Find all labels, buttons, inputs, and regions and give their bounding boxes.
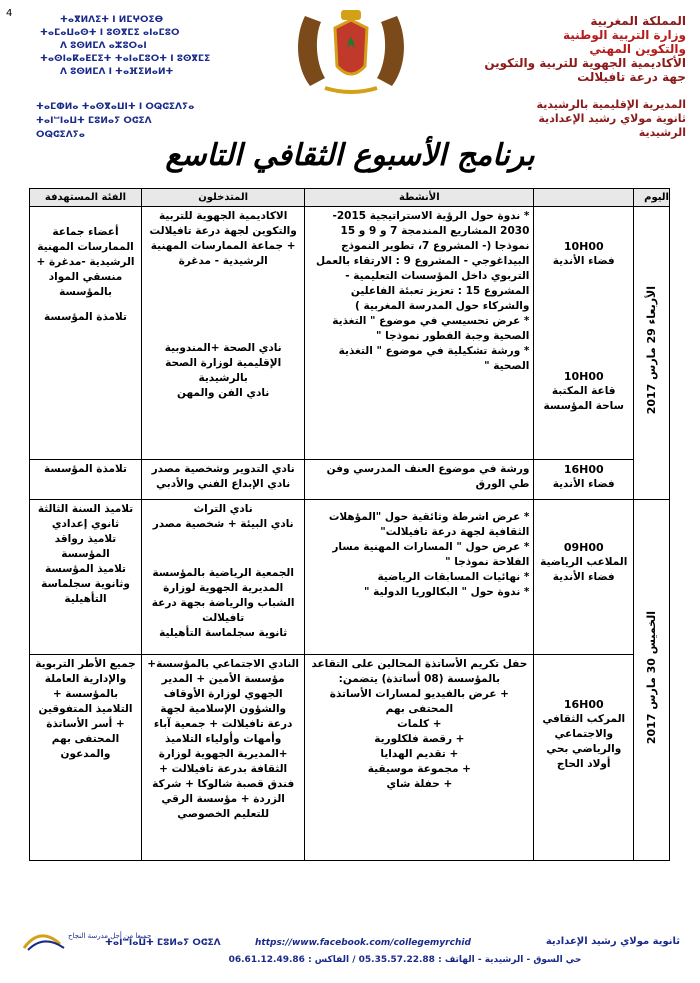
target-item: تلامذة المؤسسة xyxy=(44,311,127,323)
place-label: قاعة المكتبة xyxy=(551,385,616,397)
page-title: برنامج الأسبوع الثقافي التاسع xyxy=(165,138,535,173)
tifinagh-header xyxy=(40,14,210,79)
target-cell: جميع الأطر التربوية والإدارية العاملة بالمؤسسة + التلاميذ المتفوقين + أسر الأساتذة المحتفى بهم والمدعون xyxy=(30,655,142,861)
footer-school-name: ثانوية مولاي رشيد الإعدادية xyxy=(545,936,680,947)
target-item: تلاميذ رواقد المؤسسة xyxy=(54,533,117,560)
time-label: 10H00 xyxy=(563,370,604,383)
target-item: تلاميذ السنة الثالثة ثانوي إعدادي xyxy=(37,503,134,530)
program-table xyxy=(29,188,670,861)
tifinagh-line: ⵜⴰⵙⵏⴰⴽⴰⴹⵎⵉⵜ ⵜⴰⵏⴰⵎⵓⵔⵜ ⵏ ⵓⵙⴳⵎⵉ xyxy=(40,54,211,64)
day-label: الخميس 30 مارس 2017 xyxy=(645,610,659,745)
tifinagh-sub-line: ⵜⴰⵏⵯⵏⴰⵡⵜ ⵎⵓⵍⴰⵢ ⵔⵛⵉⴷ xyxy=(36,116,152,126)
time-label: 10H00 xyxy=(563,240,604,253)
place-label: المركب الثقافي والاجتماعي والرياضي بحي أولاد الحاج xyxy=(542,713,626,770)
activity-item: + تقديم الهدايا xyxy=(380,748,459,760)
activity-item: + كلمات xyxy=(397,718,442,730)
time-cell xyxy=(534,655,634,861)
intervener-item: نادي البيئة + شخصية مصدر xyxy=(152,518,294,530)
intervener-item: ثانوية سجلماسة التأهيلية xyxy=(159,627,288,639)
time-label: 16H00 xyxy=(563,698,604,711)
interveners-cell: النادي الاجتماعي بالمؤسسة+ مؤسسة الأمين + المدير الجهوي لوزارة الأوقاف والشؤون الإسلامية لجهة درعة تافيلالت + جمعية آباء وأمهات وأولياء التلاميذ +المديرية الجهوية لوزارة الثقافة بدرعة تافيلالت + فندق قصبة شالوكا + شركة الزردة + مؤسسة الرقي للتعليم الخصوصي xyxy=(142,655,305,861)
activity-item: + عرض بالفيديو لمسارات الأساتذة المحتفى بهم xyxy=(329,688,509,715)
footer-fax: 06.61.12.49.86 xyxy=(228,955,305,965)
tifinagh-subheader xyxy=(36,100,236,142)
tifinagh-sub-line: ⵔⵕⵛⵉⴷⵢⴰ xyxy=(36,130,86,140)
interveners-cell xyxy=(142,207,305,460)
footer-contact xyxy=(170,955,640,965)
intervener-item: نادي الفن والمهن xyxy=(177,387,270,399)
activity-item: + مجموعة موسيقية xyxy=(367,763,471,775)
arabic-header xyxy=(386,14,686,84)
tifinagh-sub-line: ⵜⴰⵎⵀⵍⴰ ⵜⴰⵙⴳⴰⵡⵏⵜ ⵏ ⵔⵕⵛⵉⴷⵢⴰ xyxy=(36,102,195,112)
activities-cell xyxy=(305,655,534,861)
tifinagh-line: ⴷ ⵓⵙⵍⵎⴷ ⴰⵣⵓⵔⴰⵏ xyxy=(60,41,147,51)
activity-item: + رقصة فلكلورية xyxy=(374,733,465,745)
place-label: فضاء الأندية xyxy=(552,478,615,490)
table-header-row xyxy=(30,189,670,207)
time-label: 09H00 xyxy=(563,541,604,554)
col-time xyxy=(534,189,634,207)
target-item: تلاميذ المؤسسة وثانوية سجلماسة التأهيلية xyxy=(41,563,130,605)
interveners-cell: نادي التدوير وشخصية مصدر نادي الإبداع الفني والأدبي xyxy=(142,460,305,500)
city-line: الرشيدية xyxy=(638,126,686,139)
col-activities: الأنشطة xyxy=(305,189,534,207)
footer-phone: 05.35.57.22.88 xyxy=(358,955,435,965)
arabic-subheader xyxy=(436,98,686,140)
activity-item: * عرض حول " المسارات المهنية مسار الفلاحة نموذجا " xyxy=(332,541,530,568)
footer-address: حي السوق - الرشيدية - الهاتف : xyxy=(438,955,582,965)
table-row xyxy=(30,500,670,655)
activity-item: + حفلة شاي xyxy=(386,778,453,790)
activity-item: * ورشة تشكيلية في موضوع " التغذية الصحية " xyxy=(338,345,530,372)
arabic-header-line: والتكوين المهني xyxy=(589,42,686,56)
arabic-header-line: المملكة المغربية xyxy=(590,14,686,28)
intervener-item: المديرية الجهوية لوزارة الشباب والرياضة بجهة درعة تافيلالت xyxy=(151,582,295,624)
time-cell xyxy=(534,207,634,460)
tifinagh-line: ⵜⴰⴳⵍⴷⵉⵜ ⵏ ⵍⵎⵖⵔⵉⴱ xyxy=(60,15,164,25)
time-cell xyxy=(534,460,634,500)
intervener-item: نادي التراث xyxy=(193,503,253,515)
footer-fax-label: / الفاكس : xyxy=(308,955,356,965)
activity-item: * ندوة حول الرؤية الاستراتيجية 2015-2030 المشاريع المندمجة 7 و 9 و 15 نموذجا (- المشروع 7، تطوير النموذج البيداغوجي - المشروع 9 : الارتقاء بالعمل التربوي داخل المؤسسات التعليمية - المشروع 15 : تعزيز تعبئة الفاعلين والشركاء حول المدرسة المغربية ) xyxy=(315,210,530,312)
day-cell xyxy=(634,500,670,861)
target-cell xyxy=(30,207,142,460)
place-label: الملاعب الرياضية xyxy=(540,556,628,568)
activity-item: * عرض اشرطة وثائقية حول "المؤهلات الثقافية لجهة درعة تافيلالت" xyxy=(328,511,530,538)
target-cell xyxy=(30,500,142,655)
tifinagh-line: ⵜⴰⵎⴰⵡⴰⵙⵜ ⵏ ⵓⵙⴳⵎⵉ ⴰⵏⴰⵎⵓⵔ xyxy=(40,28,180,38)
footer-tifinagh: ⵜⴰⵏⵯⵏⴰⵡⵜ ⵎⵓⵍⴰⵢ ⵔⵛⵉⴷ xyxy=(105,938,221,948)
place-label: ساحة المؤسسة xyxy=(543,400,624,412)
activities-cell xyxy=(305,207,534,460)
arabic-header-line: جهة درعة تافيلالت xyxy=(577,70,686,84)
target-cell: تلامذة المؤسسة xyxy=(30,460,142,500)
ceremony-intro: حفل تكريم الأساتذة المحالين على التقاعد بالمؤسسة (08 أساتذة) يتضمن: xyxy=(311,658,528,685)
arabic-header-line: الأكاديمية الجهوية للتربية والتكوين xyxy=(484,56,686,70)
activities-cell xyxy=(305,500,534,655)
tifinagh-line: ⴷ ⵓⵙⵍⵎⴷ ⵏ ⵜⴰⴼⵉⵍⴰⵍⵜ xyxy=(60,67,174,77)
directorate-line: المديرية الإقليمية بالرشيدية xyxy=(536,98,686,111)
time-cell xyxy=(534,500,634,655)
table-row xyxy=(30,655,670,861)
activity-item: * نهائيات المسابقات الرياضية xyxy=(377,571,530,583)
col-target: الفئة المستهدفة xyxy=(30,189,142,207)
intervener-item: الاكاديمية الجهوية للتربية والتكوين لجهة درعة تافيلالت + جماعة الممارسات المهنية الرشيدية - مدغرة xyxy=(149,210,297,267)
table-row xyxy=(30,207,670,460)
intervener-item: الجمعية الرياضية بالمؤسسة xyxy=(152,567,294,579)
page-number: 4 xyxy=(6,8,13,19)
time-label: 16H00 xyxy=(563,463,604,476)
intervener-item: نادي الصحة +المندوبية الإقليمية لوزارة الصحة بالرشيدية xyxy=(164,342,282,384)
col-interveners: المتدخلون xyxy=(142,189,305,207)
school-line: ثانوية مولاي رشيد الإعدادية xyxy=(538,112,686,125)
activity-item: * عرض تحسيسي في موضوع " التغذية الصحية وجبة الفطور نموذجا " xyxy=(332,315,530,342)
arabic-header-line: وزارة التربية الوطنية xyxy=(562,28,686,42)
table-row xyxy=(30,460,670,500)
day-cell xyxy=(634,207,670,500)
activity-item: * ندوة حول " البكالوريا الدولية " xyxy=(363,586,530,598)
activities-cell: ورشة في موضوع العنف المدرسي وفن طي الورق xyxy=(305,460,534,500)
place-label: فضاء الأندية xyxy=(552,255,615,267)
place-label: فضاء الأندية xyxy=(552,571,615,583)
target-item: أعضاء جماعة الممارسات المهنية الرشيدية -مدغرة + منسقي المواد بالمؤسسة xyxy=(36,226,135,298)
interveners-cell xyxy=(142,500,305,655)
logo-text: جميعا من أجل مدرسة النجاح xyxy=(68,932,152,940)
col-day: اليوم xyxy=(634,189,670,207)
footer-url-link[interactable]: https://www.facebook.com/collegemyrchid xyxy=(255,938,471,948)
day-label: الأربعاء 29 مارس 2017 xyxy=(645,286,659,415)
